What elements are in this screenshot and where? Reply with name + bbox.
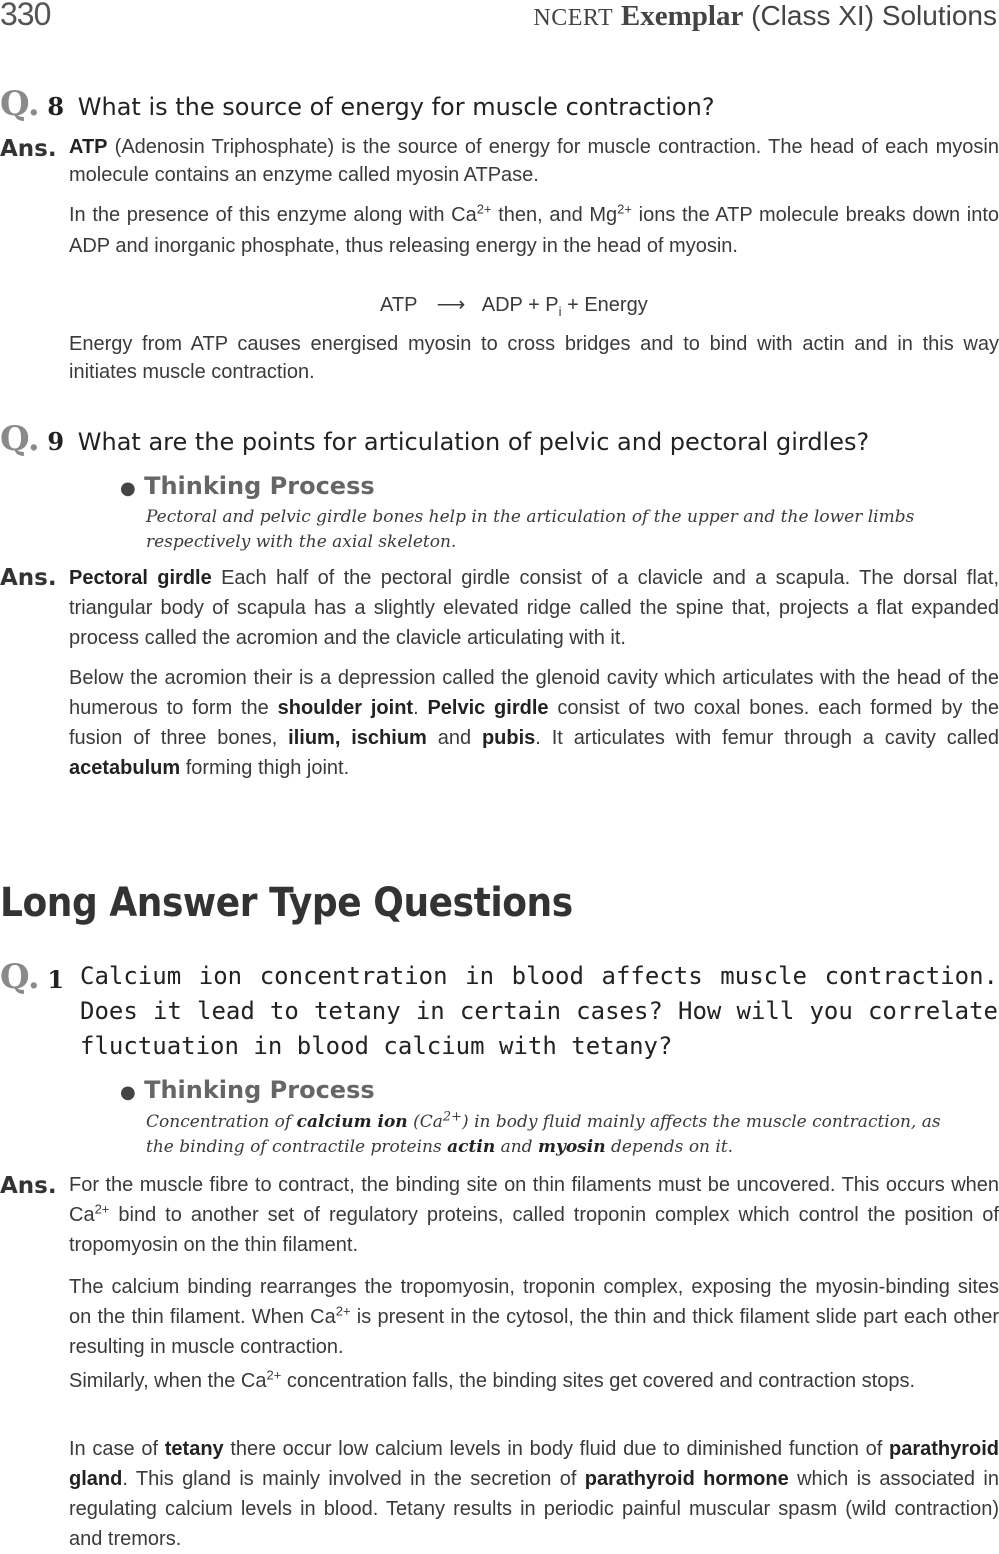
answer-paragraph: Pectoral girdle Each half of the pectoral girdle consist of a clavicle and a scapula. The dorsal flat, triangular body of scapula has a slightly elevated ridge called the spine that, projects a flat expanded process called the acromion and the clavicle articulating with it. — [69, 567, 999, 649]
page-number: 330 — [0, 0, 51, 32]
thinking-process-text: Concentration of calcium ion $(Ca^{2+})$ in body fluid mainly affects the muscle contraction, as the binding of contractile proteins actin and myosin depends on it. — [146, 1109, 941, 1157]
q-mark: Q. — [0, 419, 40, 459]
thinking-process-heading: ● Thinking Process — [120, 1076, 375, 1104]
question-text: Calcium ion concentration in blood affects muscle contraction. Does it lead to tetany in certain cases? How will you correlate fluctuation in blood calcium with tetany? — [80, 962, 998, 1060]
answer-label: Ans. — [0, 136, 57, 162]
answer-label: Ans. — [0, 1173, 57, 1199]
answer-paragraph: Similarly, when the $Ca^{2+}$ concentration falls, the binding sites get covered and contraction stops. — [69, 1367, 916, 1392]
answer-paragraph: Below the acromion their is a depression called the glenoid cavity which articulates with the head of the humerous to form the shoulder joint. Pelvic girdle consist of two coxal bones. each formed by the fusion of three bones, ilium, ischium and pubis. It articulates with femur through a cavity called acetabulum forming thigh joint. — [69, 667, 999, 779]
running-head — [533, 0, 997, 33]
answer-paragraph: In case of tetany there occur low calcium levels in body fluid due to diminished function of parathyroid gland. This gland is mainly involved in the secretion of parathyroid hormone which is associated in regulating calcium levels in blood. Tetany results in periodic painful muscular spasm (wild contraction) and tremors. — [69, 1438, 999, 1550]
question-9 — [0, 419, 869, 459]
answer-paragraph: In the presence of this enzyme along with $Ca^{2+}$ then, and $Mg^{2+}$ ions the ATP molecule breaks down into ADP and inorganic phosphate, thus releasing energy in the head of myosin. — [69, 201, 999, 257]
long-question-1 — [0, 957, 70, 997]
question-text: What is the source of energy for muscle contraction? — [77, 93, 715, 121]
question-number: 9 — [47, 427, 65, 456]
running-head-exemplar: Exemplar — [620, 0, 744, 32]
answer-paragraph: For the muscle fibre to contract, the binding site on thin filaments must be uncovered. This occurs when $Ca^{2+}$ bind to another set of regulatory proteins, called troponin complex which control the position of tropomyosin on the thin filament. — [69, 1174, 999, 1256]
answer-paragraph: The calcium binding rearranges the tropomyosin, troponin complex, exposing the myosin-binding sites on the thin filament. When $Ca^{2+}$ is present in the cytosol, the thin and thick filament slide part each other resulting in muscle contraction. — [69, 1276, 999, 1358]
section-title: Long Answer Type Questions — [0, 880, 573, 926]
lightbulb-icon: ● — [120, 1082, 136, 1103]
question-text: What are the points for articulation of pelvic and pectoral girdles? — [77, 428, 870, 456]
thinking-process-heading: ● Thinking Process — [120, 472, 375, 500]
question-8 — [0, 84, 715, 124]
question-number: 8 — [47, 92, 65, 121]
bold-term: Pectoral girdle — [69, 567, 212, 589]
lightbulb-icon: ● — [120, 478, 136, 499]
equation: ATP ⟶ ADP + $P_i$ + Energy — [380, 294, 648, 319]
answer-label: Ans. — [0, 565, 57, 591]
arrow-icon: ⟶ — [436, 294, 466, 316]
q-mark: Q. — [0, 957, 40, 997]
question-number: 1 — [47, 965, 65, 994]
thinking-process-text: Pectoral and pelvic girdle bones help in the articulation of the upper and the lower limbs respectively with the axial skeleton. — [146, 507, 915, 552]
running-head-ncert: NCERT — [533, 5, 614, 31]
q-mark: Q. — [0, 84, 40, 124]
answer-paragraph: ATP (Adenosin Triphosphate) is the source of energy for muscle contraction. The head of each myosin molecule contains an enzyme called myosin ATPase. — [69, 136, 999, 186]
answer-paragraph: Energy from ATP causes energised myosin to cross bridges and to bind with actin and in this way initiates muscle contraction. — [69, 333, 999, 383]
running-head-solutions: Solutions — [881, 0, 997, 31]
bold-term: ATP — [69, 136, 108, 158]
running-head-class: (Class XI) — [751, 0, 875, 31]
